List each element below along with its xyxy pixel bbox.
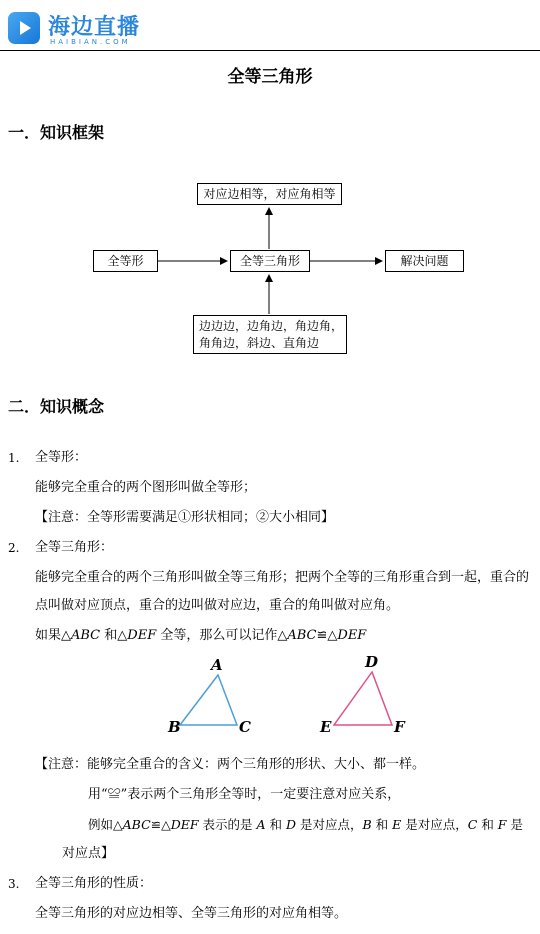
item2-notation-line: 如果△ABC 和△DEF 全等，那么可以记作△ABC≌△DEF: [35, 628, 367, 643]
item2-title: 全等三角形：: [35, 540, 114, 555]
item3-number: 3.: [8, 877, 20, 891]
item1-number: 1.: [8, 451, 20, 465]
item1-note: 【注意：全等形需要满足①形状相同；②大小相同】: [35, 510, 335, 525]
vertex-b: B: [168, 718, 181, 736]
vertex-d: D: [365, 653, 379, 671]
item2-number: 2.: [8, 541, 20, 555]
item3-title: 全等三角形的性质：: [35, 876, 153, 891]
document-title: 全等三角形: [227, 67, 313, 87]
item2-note-line3: 例如△ABC≌△DEF 表示的是 A 和 D 是对应点，B 和 E 是对应点，C 和 F 是: [88, 817, 523, 832]
item1-title: 全等形：: [35, 450, 88, 465]
vertex-c: C: [239, 718, 251, 736]
vertex-f: F: [394, 718, 405, 736]
item2-note-line2: 用“≌”表示两个三角形全等时，一定要注意对应关系，: [88, 787, 401, 802]
section1-heading: 一．知识框架: [8, 123, 105, 142]
vertex-e: E: [320, 718, 332, 736]
item2-note-line1: 【注意：能够完全重合的含义：两个三角形的形状、大小、都一样。: [35, 757, 426, 772]
diagram-box-correspondence: 对应边相等，对应角相等: [197, 183, 342, 205]
item1-definition: 能够完全重合的两个图形叫做全等形；: [35, 480, 257, 495]
item2-note-line4: 对应点】: [62, 846, 115, 861]
item3-property: 全等三角形的对应边相等、全等三角形的对应角相等。: [35, 906, 348, 921]
criteria-line1: 边边边，边角边，角边角，: [199, 319, 344, 333]
diagram-box-criteria: [193, 315, 347, 354]
logo-name: 海边直播: [48, 15, 141, 40]
item2-definition-line1: 能够完全重合的两个三角形叫做全等三角形；把两个全等的三角形重合到一起，重合的: [35, 570, 530, 585]
diagram-box-congruent-triangles: 全等三角形: [230, 250, 310, 272]
vertex-a: A: [211, 656, 223, 674]
criteria-line2: 角角边，斜边、直角边: [199, 336, 320, 350]
section2-heading: 二．知识概念: [8, 397, 105, 416]
diagram-box-congruent-figures: 全等形: [93, 250, 158, 272]
diagram-box-solve-problems: 解决问题: [385, 250, 464, 272]
triangle-abc: [180, 675, 237, 725]
triangles-figure: [150, 650, 420, 740]
triangle-def: [334, 672, 392, 725]
logo-sub: HAIBIAN.COM: [50, 38, 131, 46]
item2-definition-line2: 点叫做对应顶点，重合的边叫做对应边，重合的角叫做对应角。: [35, 598, 400, 613]
